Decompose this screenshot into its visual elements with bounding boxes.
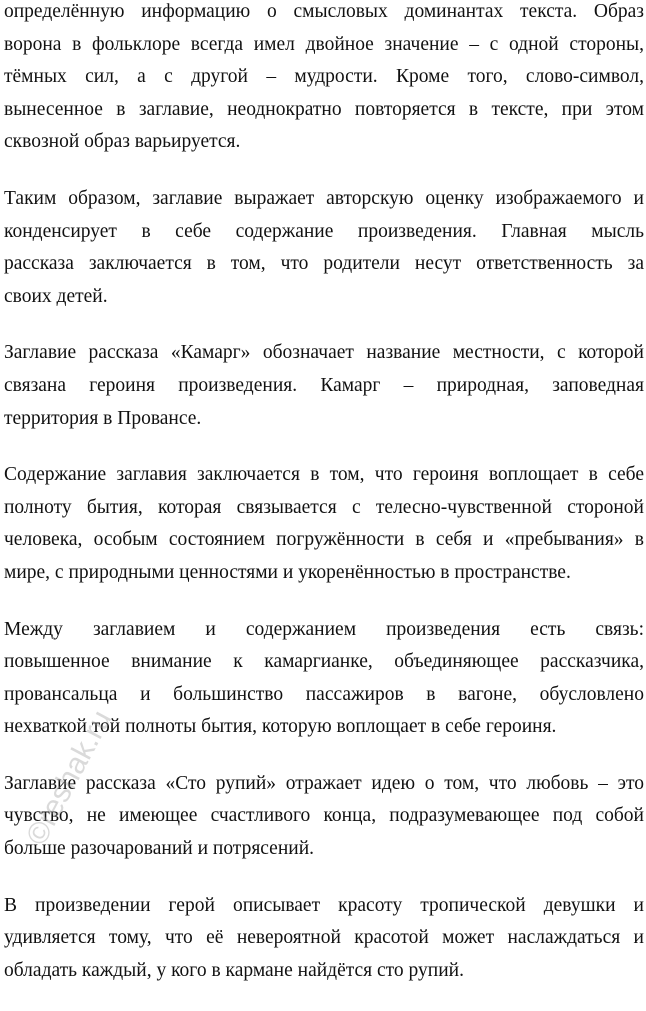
text-line: чувство, не имеющее счастливого конца, подразумевающее под собой — [4, 805, 644, 827]
text-line: больше разочарований и потрясений. — [4, 838, 315, 860]
text-line: провансальца и большинство пассажиров в вагоне, обусловлено — [4, 683, 644, 705]
text-line: нехваткой той полноты бытия, которую воплощает в себе героиня. — [4, 716, 557, 738]
paragraph — [4, 768, 644, 866]
text-line: своих детей. — [4, 285, 108, 307]
text-line: удивляется тому, что её невероятной красотой может наслаждаться и — [4, 927, 644, 949]
text-line: обладать каждый, у кого в кармане найдётся сто рупий. — [4, 959, 464, 981]
text-line: сквозной образ варьируется. — [4, 131, 241, 153]
text-line: полноту бытия, которая связывается с телесно-чувственной стороной — [4, 496, 644, 518]
text-line: связана героиня произведения. Камарг – природная, заповедная — [4, 374, 644, 396]
text-line: территория в Провансе. — [4, 407, 202, 429]
text-line: вынесенное в заглавие, неоднократно повторяется в тексте, при этом — [4, 98, 644, 120]
text-line: рассказа заключается в том, что родители несут ответственность за — [4, 253, 644, 275]
text-line: повышенное внимание к камаргианке, объединяющее рассказчика, — [4, 651, 644, 673]
text-line: тёмных сил, а с другой – мудрости. Кроме того, слово-символ, — [4, 66, 644, 88]
document-page — [4, 0, 644, 1011]
paragraph — [4, 890, 644, 988]
paragraph — [4, 459, 644, 589]
text-line: мире, с природными ценностями и укоренённостью в пространстве. — [4, 561, 571, 583]
paragraph — [4, 0, 644, 159]
paragraph — [4, 337, 644, 435]
text-line: Заглавие рассказа «Сто рупий» отражает идею о том, что любовь – это — [4, 772, 644, 794]
text-line: определённую информацию о смысловых доминантах текста. Образ — [4, 1, 644, 22]
text-line: В произведении герой описывает красоту тропической девушки и — [4, 894, 644, 916]
text-line: конденсирует в себе содержание произведения. Главная мысль — [4, 220, 644, 242]
text-line: Между заглавием и содержанием произведения есть связь: — [4, 618, 644, 640]
text-line: ворона в фольклоре всегда имел двойное значение – с одной стороны, — [4, 33, 644, 55]
text-line: Заглавие рассказа «Камарг» обозначает название местности, с которой — [4, 342, 644, 364]
text-line: Содержание заглавия заключается в том, что героиня воплощает в себе — [4, 464, 644, 486]
text-line: Таким образом, заглавие выражает авторскую оценку изображаемого и — [4, 187, 644, 209]
paragraph — [4, 183, 644, 313]
watermark: ©reshak.ru — [20, 705, 119, 851]
paragraph — [4, 614, 644, 744]
text-line: человека, особым состоянием погружённости в себя и «пребывания» в — [4, 529, 644, 551]
